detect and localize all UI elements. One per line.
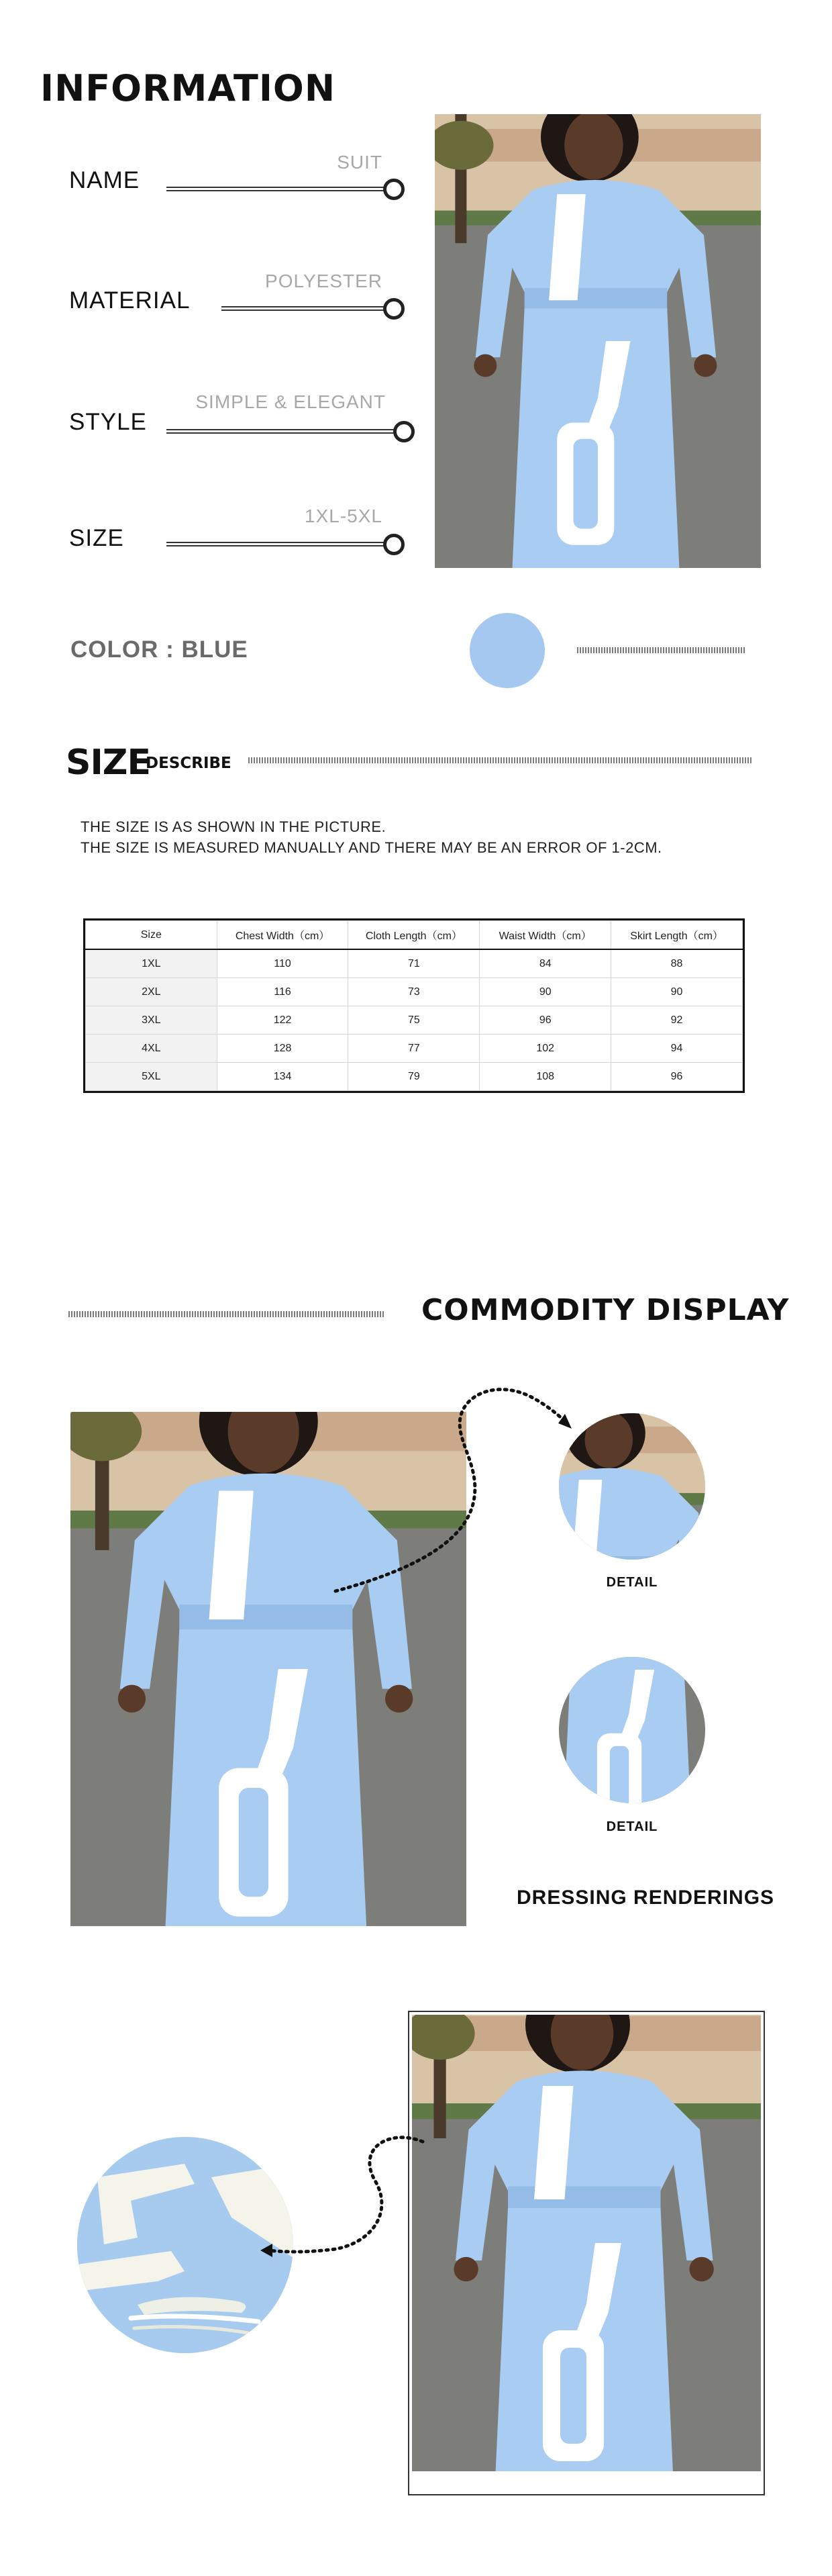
size-note xyxy=(81,816,751,858)
size-note-line-2: THE SIZE IS MEASURED MANUALLY AND THERE MAY BE AN ERROR OF 1-2CM. xyxy=(81,839,662,856)
table-cell: 71 xyxy=(348,949,480,978)
header-cloth-length: Cloth Length（cm） xyxy=(348,921,480,950)
table-cell: 94 xyxy=(611,1035,743,1063)
table-cell: 108 xyxy=(480,1063,611,1091)
spec-name-label: NAME xyxy=(69,167,140,193)
table-cell: 128 xyxy=(217,1035,348,1063)
table-cell: 77 xyxy=(348,1035,480,1063)
commodity-divider xyxy=(68,1311,385,1317)
spec-size-value: 1XL-5XL xyxy=(305,506,382,526)
detail-label-2: DETAIL xyxy=(606,1819,658,1834)
information-title: INFORMATION xyxy=(40,67,336,109)
table-cell: 90 xyxy=(480,978,611,1006)
product-photo-main xyxy=(435,114,761,568)
header-size: Size xyxy=(86,921,217,950)
table-cell: 102 xyxy=(480,1035,611,1063)
table-cell: 1XL xyxy=(86,949,217,978)
spec-size-label: SIZE xyxy=(69,525,124,551)
table-cell: 110 xyxy=(217,949,348,978)
table-cell: 92 xyxy=(611,1006,743,1035)
size-divider xyxy=(248,757,751,763)
table-cell: 134 xyxy=(217,1063,348,1091)
table-row xyxy=(86,1063,743,1091)
table-row xyxy=(86,949,743,978)
table-cell: 75 xyxy=(348,1006,480,1035)
table-cell: 79 xyxy=(348,1063,480,1091)
table-cell: 73 xyxy=(348,978,480,1006)
spec-style-line xyxy=(166,429,398,434)
spec-material-line xyxy=(221,306,388,311)
table-cell: 88 xyxy=(611,949,743,978)
table-cell: 84 xyxy=(480,949,611,978)
size-note-line-1: THE SIZE IS AS SHOWN IN THE PICTURE. xyxy=(81,818,386,835)
header-chest-width: Chest Width（cm） xyxy=(217,921,348,950)
table-cell: 2XL xyxy=(86,978,217,1006)
table-row xyxy=(86,1035,743,1063)
table-cell: 122 xyxy=(217,1006,348,1035)
table-cell: 96 xyxy=(611,1063,743,1091)
header-skirt-length: Skirt Length（cm） xyxy=(611,921,743,950)
spec-name-value: SUIT xyxy=(337,152,382,173)
size-subtitle: DESCRIBE xyxy=(146,755,231,772)
table-cell: 5XL xyxy=(86,1063,217,1091)
color-divider xyxy=(577,647,745,653)
table-cell: 4XL xyxy=(86,1035,217,1063)
table-row xyxy=(86,1006,743,1035)
rendering-frame xyxy=(408,2011,765,2495)
detail-label-1: DETAIL xyxy=(606,1575,658,1590)
detail-image-top xyxy=(559,1413,705,1560)
spec-name-line xyxy=(166,187,388,191)
spec-size-knob xyxy=(383,534,405,555)
table-cell: 116 xyxy=(217,978,348,1006)
table-cell: 3XL xyxy=(86,1006,217,1035)
dotted-arrow-bottom xyxy=(255,2128,429,2269)
spec-name-knob xyxy=(383,179,405,200)
size-table-header xyxy=(86,921,743,950)
size-title: SIZE xyxy=(66,743,151,783)
spec-style-value: SIMPLE & ELEGANT xyxy=(195,391,386,412)
color-swatch xyxy=(470,613,545,688)
table-cell: 96 xyxy=(480,1006,611,1035)
spec-material-label: MATERIAL xyxy=(69,287,191,314)
table-cell: 90 xyxy=(611,978,743,1006)
product-photo-rendering xyxy=(412,2015,761,2471)
spec-style-knob xyxy=(393,421,415,442)
table-row xyxy=(86,978,743,1006)
spec-style-label: STYLE xyxy=(69,409,147,435)
dotted-arrow-top xyxy=(329,1370,597,1611)
commodity-title: COMMODITY DISPLAY xyxy=(421,1293,790,1327)
detail-image-bottom xyxy=(559,1657,705,1803)
spec-material-value: POLYESTER xyxy=(265,271,382,291)
header-waist-width: Waist Width（cm） xyxy=(480,921,611,950)
color-label: COLOR : BLUE xyxy=(70,636,248,663)
spec-material-knob xyxy=(383,298,405,320)
spec-size-line xyxy=(166,542,388,546)
size-table xyxy=(83,918,745,1093)
dressing-renderings-label: DRESSING RENDERINGS xyxy=(517,1887,775,1909)
